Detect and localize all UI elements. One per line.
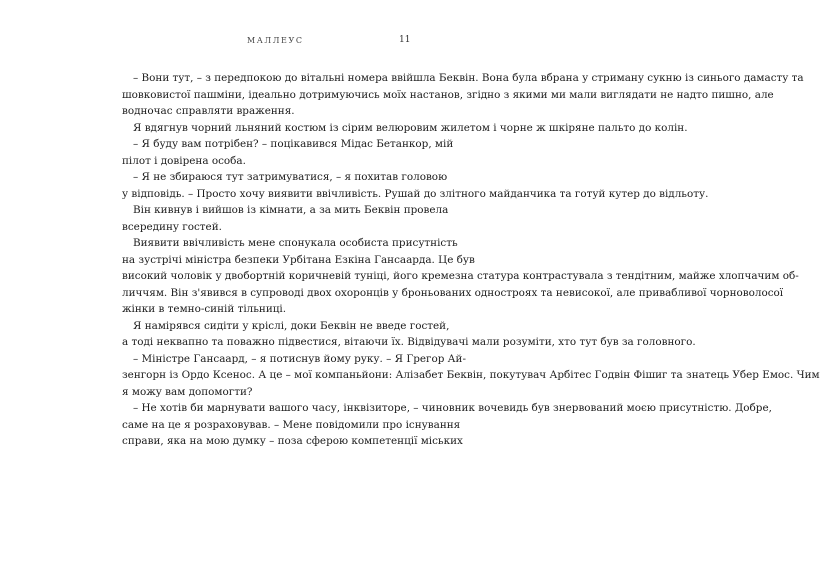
- text-line: на зустрічі міністра безпеки Урбітана Езкіна Гансаарда. Це був: [122, 253, 475, 266]
- text-line: Виявити ввічливість мене спонукала особиста присутність: [133, 237, 458, 249]
- text-line: – Вони тут, – з передпокою до вітальні номера ввійшла Беквін. Вона була вбрана у стриману сукню із синього дамасту та: [133, 72, 804, 84]
- page-number: 11: [399, 35, 411, 45]
- text-line: пілот і довірена особа.: [122, 154, 246, 167]
- text-line: – Не хотів би марнувати вашого часу, інквізиторе, – чиновник вочевидь був знервований моєю присутністю. Добре,: [133, 402, 772, 414]
- text-line: – Я буду вам потрібен? – поцікавився Мідас Бетанкор, мій: [133, 138, 454, 150]
- text-line: жінки в темно-синій тільниці.: [122, 303, 287, 315]
- text-line: всередину гостей.: [122, 220, 222, 233]
- text-line: саме на це я розраховував. – Мене повідомили про існування: [122, 418, 461, 431]
- text-line: Він кивнув і вийшов із кімнати, а за мить Беквін провела: [133, 204, 449, 216]
- text-line: високий чоловік у двобортній коричневій туніці, його кремезна статура контрастувала з тендітним, майже хлопчачим об-: [122, 270, 799, 282]
- running-title: МАЛЛЕУС: [247, 36, 304, 45]
- text-line: я можу вам допомогти?: [122, 385, 253, 398]
- text-line: личчям. Він з'явився в супроводі двох охоронців у броньованих одностроях та невисокої, але привабливої чорноволосої: [122, 286, 784, 299]
- text-line: справи, яка на мою думку – поза сферою компетенції міських: [122, 435, 463, 447]
- text-line: а тоді неквапно та поважно підвестися, вітаючи їх. Відвідувачі мали розуміти, хто тут був за головного.: [122, 336, 696, 348]
- text-line: – Міністре Гансаард, – я потиснув йому руку. – Я Грегор Ай-: [133, 352, 466, 365]
- text-line: водночас справляти враження.: [122, 105, 295, 117]
- text-line: зенгорн із Ордо Ксенос. А це – мої компаньйони: Алізабет Беквін, покутувач Арбітес Годвін Фішиг та знатець Убер Емос. Чим: [122, 369, 820, 381]
- text-line: – Я не збираюся тут затримуватися, – я похитав головою: [133, 171, 448, 183]
- text-line: Я вдягнув чорний льняний костюм із сірим велюровим жилетом і чорне ж шкіряне пальто до колін.: [133, 121, 688, 134]
- text-line: шовковистої пашміни, ідеально дотримуючись моїх настанов, згідно з якими ми мали виглядати не надто пишно, але: [122, 88, 774, 101]
- text-line: Я намірявся сидіти у кріслі, доки Беквін не введе гостей,: [133, 319, 450, 332]
- body-text: [122, 70, 820, 450]
- text-line: у відповідь. – Просто хочу виявити ввічливість. Рушай до злітного майданчика та готуй кутер до відльоту.: [122, 187, 709, 200]
